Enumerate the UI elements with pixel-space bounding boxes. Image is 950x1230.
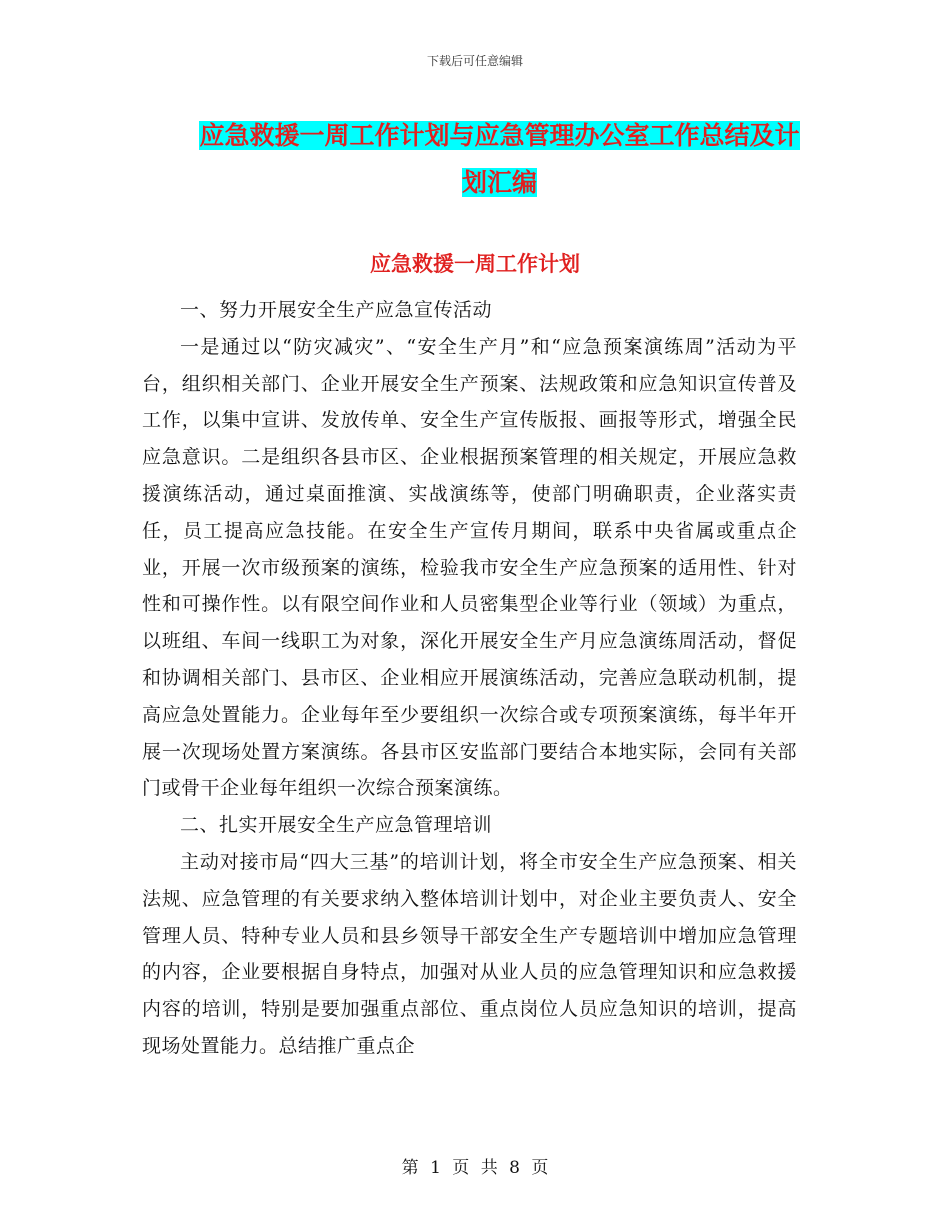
heading-2: 二、扎实开展安全生产应急管理培训 <box>180 814 493 837</box>
section-title: 应急救援一周工作计划 <box>370 252 580 276</box>
paragraph-1: 一是通过以“防灾减灾”、“安全生产月”和“应急预案演练周”活动为平台，组织相关部门、企业开展安全生产预案、法规政策和应急知识宣传普及工作，以集中宣讲、发放传单、安全生产宣传版报、画报等形式，增强全民应急意识。二是组织各县市区、企业根据预案管理的相关规定，开展应急救援演练活动，通过桌面推演、实战演练等，使部门明确职责，企业落实责任，员工提高应急技能。在安全生产宣传月期间，联系中央省属或重点企业，开展一次市级预案的演练，检验我市安全生产应急预案的适用性、针对性和可操作性。以有限空间作业和人员密集型企业等行业（领域）为重点，以班组、车间一线职工为对象，深化开展安全生产月应急演练周活动，督促和协调相关部门、县市区、企业相应开展演练活动，完善应急联动机制，提高应急处置能力。企业每年至少要组织一次综合或专项预案演练，每半年开展一次现场处置方案演练。各县市区安监部门要结合本地实际，会同有关部门或骨干企业每年组织一次综合预案演练。 <box>142 335 797 800</box>
page-number-footer: 第 1 页 共 8 页 <box>401 1158 549 1178</box>
header-note: 下载后可任意编辑 <box>426 54 523 68</box>
heading-1: 一、努力开展安全生产应急宣传活动 <box>180 299 493 321</box>
paragraph-2: 主动对接市局“四大三基”的培训计划，将全市安全生产应急预案、相关法规、应急管理的有关要求纳入整体培训计划中，对企业主要负责人、安全管理人员、特种专业人员和县乡领导干部安全生产专题培训中增加应急管理的内容，企业要根据自身特点，加强对从业人员的应急管理知识和应急救援内容的培训，特别是要加强重点部位、重点岗位人员应急知识的培训，提高现场处置能力。总结推广重点企 <box>142 850 797 1057</box>
document-title-text: 应急救援一周工作计划与应急管理办公室工作总结及计划汇编 <box>199 121 800 197</box>
body-text <box>142 292 797 1065</box>
document-title <box>192 112 807 206</box>
